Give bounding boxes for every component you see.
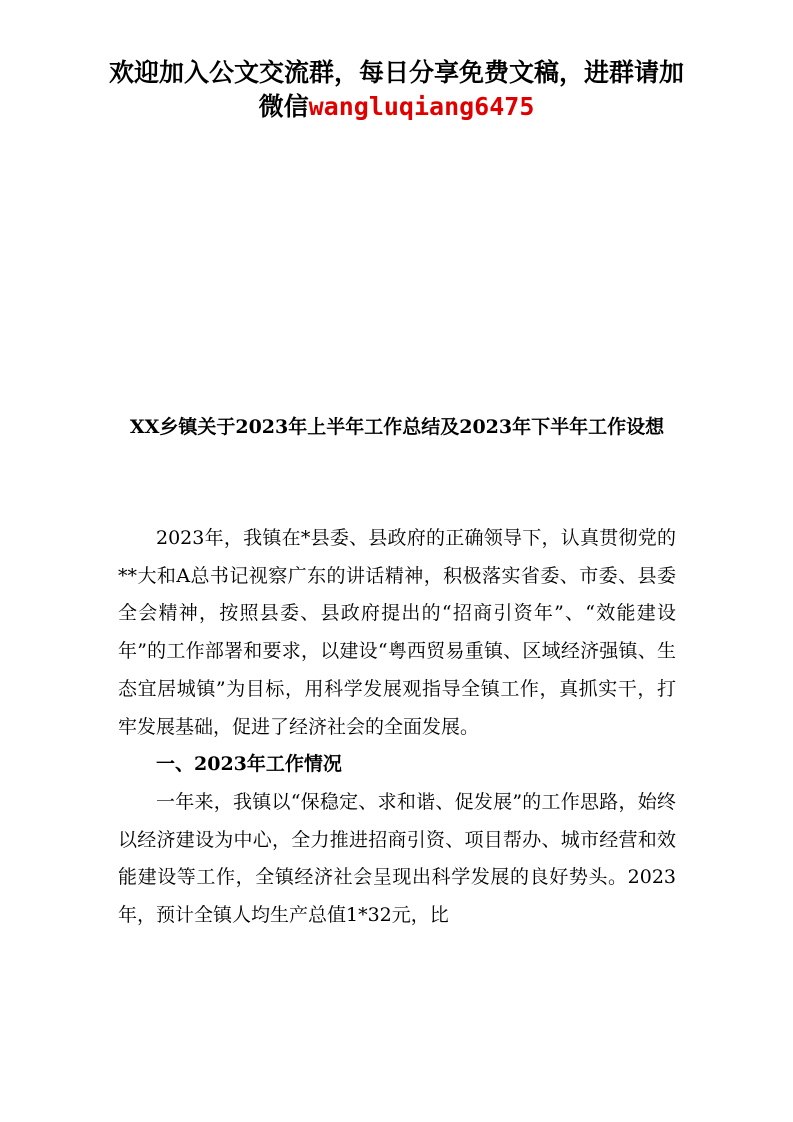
banner-line-2 (60, 90, 733, 124)
promo-banner (60, 56, 733, 124)
wechat-id: wangluqiang6475 (308, 92, 535, 121)
document-title: XX乡镇关于2023年上半年工作总结及2023年下半年工作设想 (129, 416, 665, 438)
intro-paragraph: 2023年，我镇在*县委、县政府的正确领导下，认真贯彻党的**大和A总书记视察广东的讲话精神，积极落实省委、市委、县委全会精神，按照县委、县政府提出的“招商引资年”、“效能建设年”的工作部署和要求，以建设“粤西贸易重镇、区域经济强镇、生态宜居城镇”为目标，用科学发展观指导全镇工作，真抓实干，打牢发展基础，促进了经济社会的全面发展。 (118, 527, 676, 738)
banner-line-1: 欢迎加入公文交流群，每日分享免费文稿，进群请加 (108, 58, 684, 87)
section-paragraph: 一年来，我镇以“保稳定、求和谐、促发展”的工作思路，始终以经济建设为中心，全力推进招商引资、项目帮办、城市经营和效能建设等工作，全镇经济社会呈现出科学发展的良好势头。2023年，预计全镇人均生产总值1*32元，比 (118, 790, 676, 927)
banner-wechat-prefix: 微信 (258, 92, 309, 121)
document-body (118, 520, 676, 935)
section-heading: 一、2023年工作情况 (156, 753, 342, 776)
